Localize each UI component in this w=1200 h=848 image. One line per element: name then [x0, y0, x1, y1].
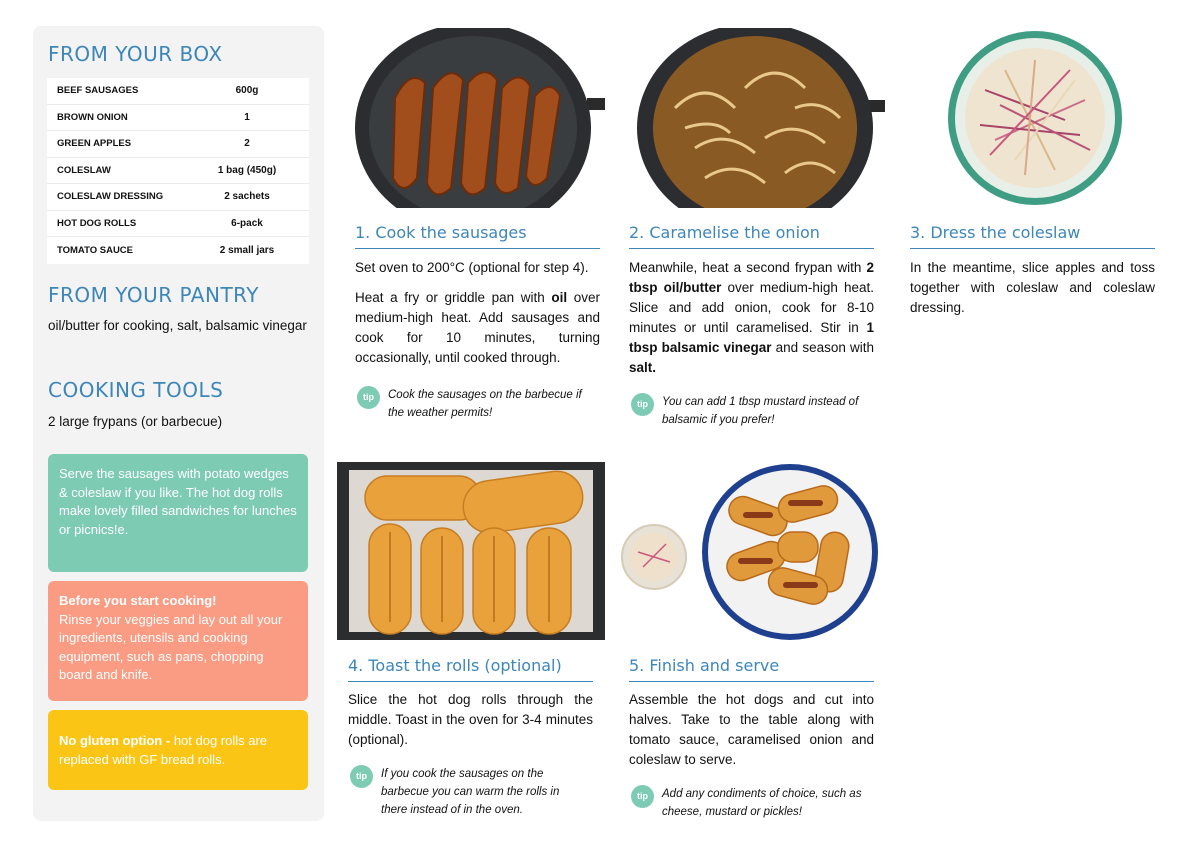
step-2-text-a: Meanwhile, heat a second frypan with [629, 260, 867, 275]
ingredient-row [47, 184, 309, 211]
pantry-text: oil/butter for cooking, salt, balsamic vinegar [48, 318, 307, 333]
step-1-body [355, 258, 600, 378]
tools-text: 2 large frypans (or barbecue) [48, 414, 223, 429]
ingredient-quantity: 6-pack [231, 217, 263, 229]
step-1-text-2 [355, 288, 600, 368]
ingredient-name: GREEN APPLES [57, 138, 132, 150]
hotdogs-plate-photo [618, 462, 886, 640]
gluten-option-label: No gluten option - [59, 733, 174, 748]
gluten-option-note [48, 710, 308, 790]
pantry-heading: FROM YOUR PANTRY [48, 283, 259, 307]
before-cooking-title: Before you start cooking! [59, 593, 217, 608]
step-2-text-b: 2 tbsp oil/butter [629, 260, 874, 295]
tip-badge-icon: tip [357, 386, 380, 409]
step-4-title: 4. Toast the rolls (optional) [348, 656, 593, 682]
before-cooking-text: Rinse your veggies and lay out all your ingredients, utensils and cooking equipment, such as pans, chopping board and knife. [59, 611, 283, 682]
ingredient-row [47, 105, 309, 132]
ingredient-row [47, 158, 309, 185]
step-4-tip-text: If you cook the sausages on the barbecue you can warm the rolls in there instead of in the oven. [381, 768, 560, 816]
step-2-text [629, 258, 874, 378]
step-1-text-2c: over medium-high heat. Add sausages and cook for 10 minutes, turning occasionally, until cooked through. [355, 290, 600, 365]
step-1-title: 1. Cook the sausages [355, 223, 600, 249]
ingredient-row [47, 237, 309, 264]
step-2-tip-text: You can add 1 tbsp mustard instead of balsamic if you prefer! [662, 396, 859, 426]
ingredient-row [47, 78, 309, 105]
step-1-tip [357, 386, 607, 422]
step-4-tip [350, 765, 600, 819]
serving-suggestion-note [48, 454, 308, 572]
tip-badge-icon: tip [350, 765, 373, 788]
ingredient-quantity: 2 sachets [224, 191, 270, 203]
tip-badge-icon: tip [631, 785, 654, 808]
step-5-text: Assemble the hot dogs and cut into halves. Take to the table along with tomato sauce, caramelised onion and coleslaw to serve. [629, 692, 874, 767]
coleslaw-bowl-photo [945, 30, 1125, 210]
step-2-text-d: 1 tbsp balsamic vinegar [629, 320, 874, 355]
step-1-tip-text: Cook the sausages on the barbecue if the weather permits! [388, 389, 582, 419]
step-5-tip [631, 785, 881, 821]
step-2-text-e: and season with [771, 340, 874, 355]
step-3-body [910, 258, 1155, 328]
rolls-tray-photo [337, 462, 605, 640]
ingredient-name: COLESLAW DRESSING [57, 191, 164, 203]
onion-pan-photo [635, 28, 885, 208]
step-1-text-1: Set oven to 200°C (optional for step 4). [355, 260, 589, 275]
ingredient-name: HOT DOG ROLLS [57, 217, 137, 229]
ingredients-table [47, 78, 309, 264]
ingredient-name: BEEF SAUSAGES [57, 85, 139, 97]
step-5-title: 5. Finish and serve [629, 656, 874, 682]
step-1-text-2a: Heat a fry or griddle pan with [355, 290, 552, 305]
ingredient-row [47, 211, 309, 238]
ingredient-name: COLESLAW [57, 164, 111, 176]
ingredient-quantity: 1 bag (450g) [217, 164, 277, 176]
ingredient-quantity: 600g [235, 85, 259, 97]
sausages-pan-photo [355, 28, 605, 208]
serving-suggestion-text: Serve the sausages with potato wedges & coleslaw if you like. The hot dog rolls make lovely filled sandwiches for lunches or picnics!e. [59, 466, 297, 537]
step-5-tip-text: Add any condiments of choice, such as cheese, mustard or pickles! [662, 788, 862, 818]
step-4-body [348, 690, 593, 760]
ingredients-sidebar [33, 26, 324, 821]
step-2-text-f: salt. [629, 360, 657, 375]
ingredient-quantity: 2 small jars [219, 244, 275, 256]
ingredient-name: BROWN ONION [57, 111, 128, 123]
before-cooking-note [48, 581, 308, 701]
step-4-text: Slice the hot dog rolls through the middle. Toast in the oven for 3-4 minutes (optional). [348, 692, 593, 747]
ingredient-row [47, 131, 309, 158]
step-2-body [629, 258, 874, 388]
step-2-title: 2. Caramelise the onion [629, 223, 874, 249]
step-2-tip [631, 393, 881, 429]
step-3-title: 3. Dress the coleslaw [910, 223, 1155, 249]
ingredient-quantity: 1 [244, 111, 250, 123]
tip-badge-icon: tip [631, 393, 654, 416]
ingredient-quantity: 2 [244, 138, 250, 150]
from-box-heading: FROM YOUR BOX [48, 42, 223, 66]
step-5-body [629, 690, 874, 780]
step-3-text: In the meantime, slice apples and toss together with coleslaw and coleslaw dressing. [910, 260, 1155, 315]
ingredient-name: TOMATO SAUCE [57, 244, 134, 256]
step-1-text-2b: oil [551, 290, 568, 305]
tools-heading: COOKING TOOLS [48, 378, 224, 402]
gluten-option-text: hot dog rolls are replaced with GF bread rolls. [59, 733, 268, 767]
step-2-text-c: over medium-high heat. Slice and add onion, cook for 8-10 minutes or until caramelised. Stir in [629, 280, 874, 335]
